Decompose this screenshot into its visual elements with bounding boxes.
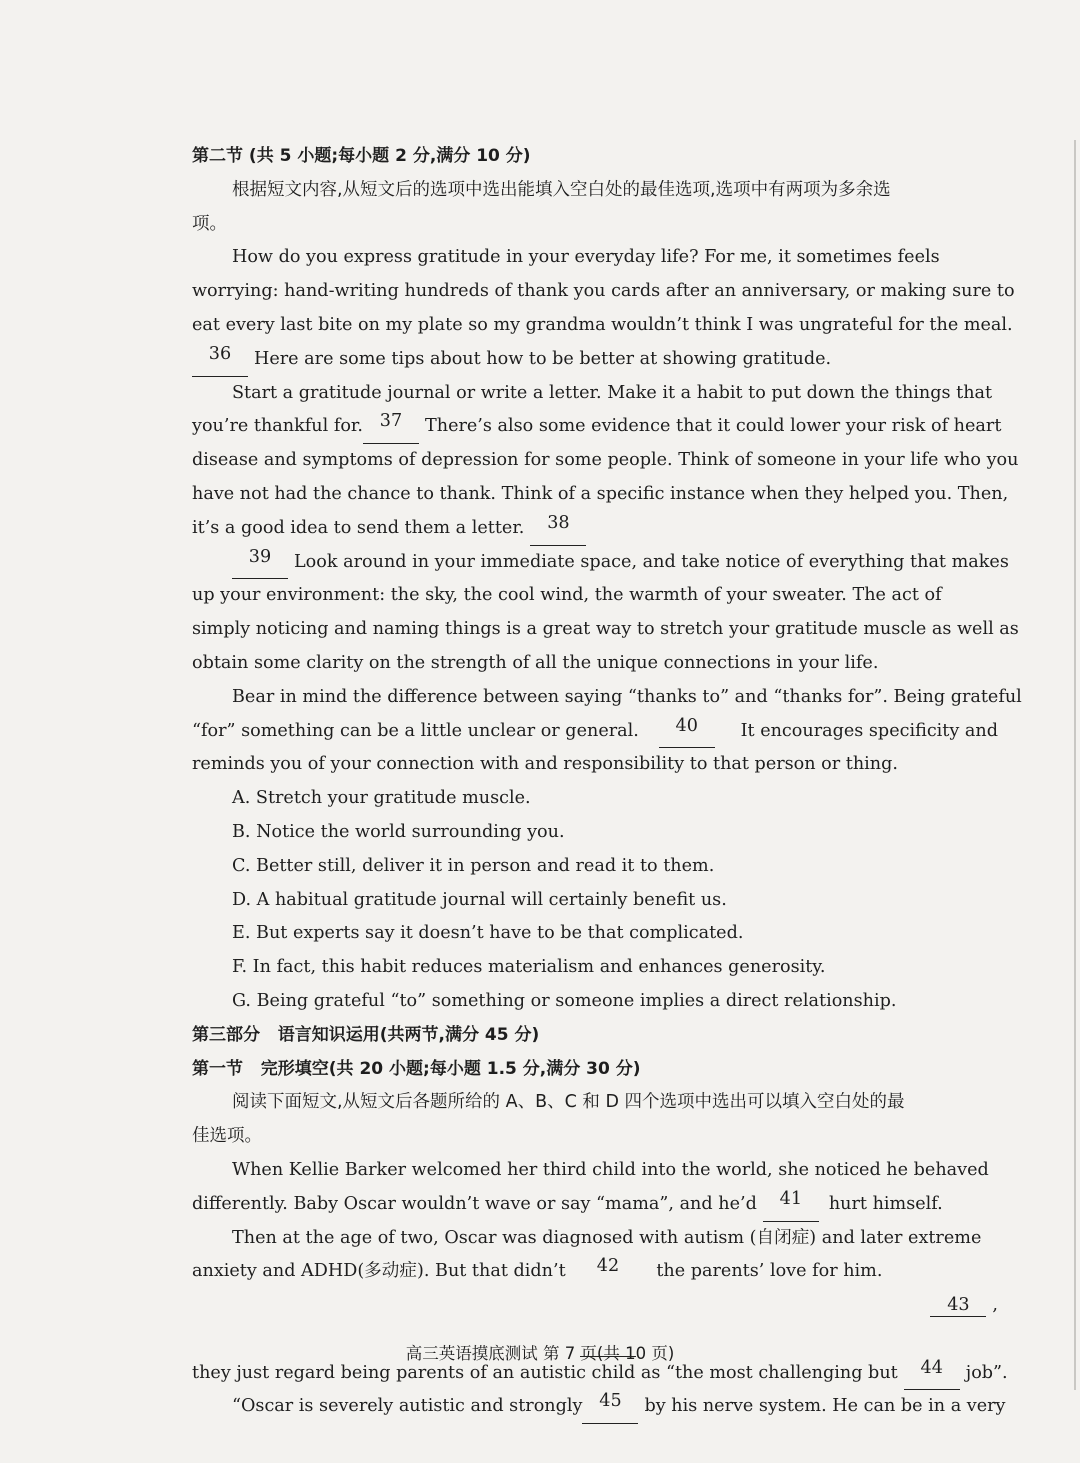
section-2-instructions: 根据短文内容,从短文后的选项中选出能填入空白处的最佳选项,选项中有两项为多余选 [232,179,891,200]
option-d: D. A habitual gratitude journal will certainly benefit us. [232,889,727,910]
option-e: E. But experts say it doesn’t have to be that complicated. [232,923,744,944]
blank-38[interactable]: 38 [530,512,586,546]
blank-45[interactable]: 45 [582,1390,638,1424]
blank-42[interactable]: 42 [580,1255,636,1356]
passage-paragraph: How do you express gratitude in your everyday life? For me, it sometimes feels [232,247,940,268]
part-3-section-1-title: 第一节 完形填空(共 20 小题;每小题 1.5 分,满分 30 分) [192,1058,641,1079]
exam-page: 第二节 (共 5 小题;每小题 2 分,满分 10 分) 根据短文内容,从短文后的选项中选出能填入空白处的最佳选项,选项中有两项为多余选 项。 How do you express gratitude in your everyday life? For me, it sometimes feels worrying: hand-writing hundreds of thank you cards after an anniversary, or making sure to eat every last bite on my plate so my grandma wouldn’t think I was ungrateful for the meal. 36 Here are some tips about how to be better at showing gratitude. Start a gratitude journal or write a letter. Make it a habit to put down the things that you’re thankful for. 37 There’s also some evidence that it could lower your risk of heart disease and symptoms of depression for some people. Think of someone in your life who you have not had the chance to thank. Think of a specific instance when they helped you. Then, it’s a good idea to send them a letter. 38 39 Look around in your immediate space, and take notice of everything that makes up your environment: the sky, the cool wind, the warmth of your sweater. The act of simply noticing and naming things is a great way to stretch your gratitude muscle as well as obtain some clarity on the strength of all the unique connections in your life. Bear in mind the difference between saying “thanks to” and “thanks for”. Being grateful “for” something can be a little unclear or general. 40 It encourages specificity and reminds you of your connection with and responsibility to that person or thing. A. Stretch your gratitude muscle. B. Notice the world surrounding you. C. Better still, deliver it in person and read it to them. D. A habitual gratitude journal will certainly benefit us. E. But experts say it doesn’t have to be that complicated. F. In fact, this habit reduces materialism and enhances generosity. G. Being grateful “to” something or someone implies a direct relationship. 第三部分 语言知识运用(共两节,满分 45 分) 第一节 完形填空(共 20 小题;每小题 1.5 分,满分 30 分) 阅读下面短文,从短文后各题所给的 A、B、C 和 D 四个选项中选出可以填入空白处的最 佳选项。 When Kellie Barker welcomed her third child into the world, she noticed he behaved differently. Baby Oscar wouldn’t wave or say “mama”, and he’d 41 hurt himself. Then at the age of two, Oscar was diagnosed with autism (自闭症) and later extreme anxiety and ADHD(多动症). But that didn’t 42 the parents’ love for him. 43 , they just regard being parents of an autistic child as “the most challenging but 44 job”. “Oscar is severely autistic and strongly 45 by his nerve system. He can be in a very [192,140,998,1424]
option-f: F. In fact, this habit reduces materialism and enhances generosity. [232,957,826,978]
section-2-title: 第二节 (共 5 小题;每小题 2 分,满分 10 分) [192,146,531,166]
part-3-title: 第三部分 语言知识运用(共两节,满分 45 分) [192,1024,540,1045]
blank-41[interactable]: 41 [763,1188,819,1222]
option-b: B. Notice the world surrounding you. [232,821,565,842]
blank-36[interactable]: 36 [192,343,248,377]
page-edge [1074,140,1076,1390]
blank-40[interactable]: 40 [659,715,715,749]
option-g: G. Being grateful “to” something or someone implies a direct relationship. [232,990,897,1011]
blank-43[interactable]: 43 [930,1294,986,1317]
blank-39[interactable]: 39 [232,546,288,580]
page-footer: 高三英语摸底测试 第 7 页(共 10 页) [405,1344,675,1363]
blank-44[interactable]: 44 [904,1357,960,1391]
option-c: C. Better still, deliver it in person and read it to them. [232,855,715,876]
option-a: A. Stretch your gratitude muscle. [232,788,531,809]
part-3-instructions: 阅读下面短文,从短文后各题所给的 A、B、C 和 D 四个选项中选出可以填入空白处的最 [232,1092,905,1113]
blank-37[interactable]: 37 [363,410,419,444]
